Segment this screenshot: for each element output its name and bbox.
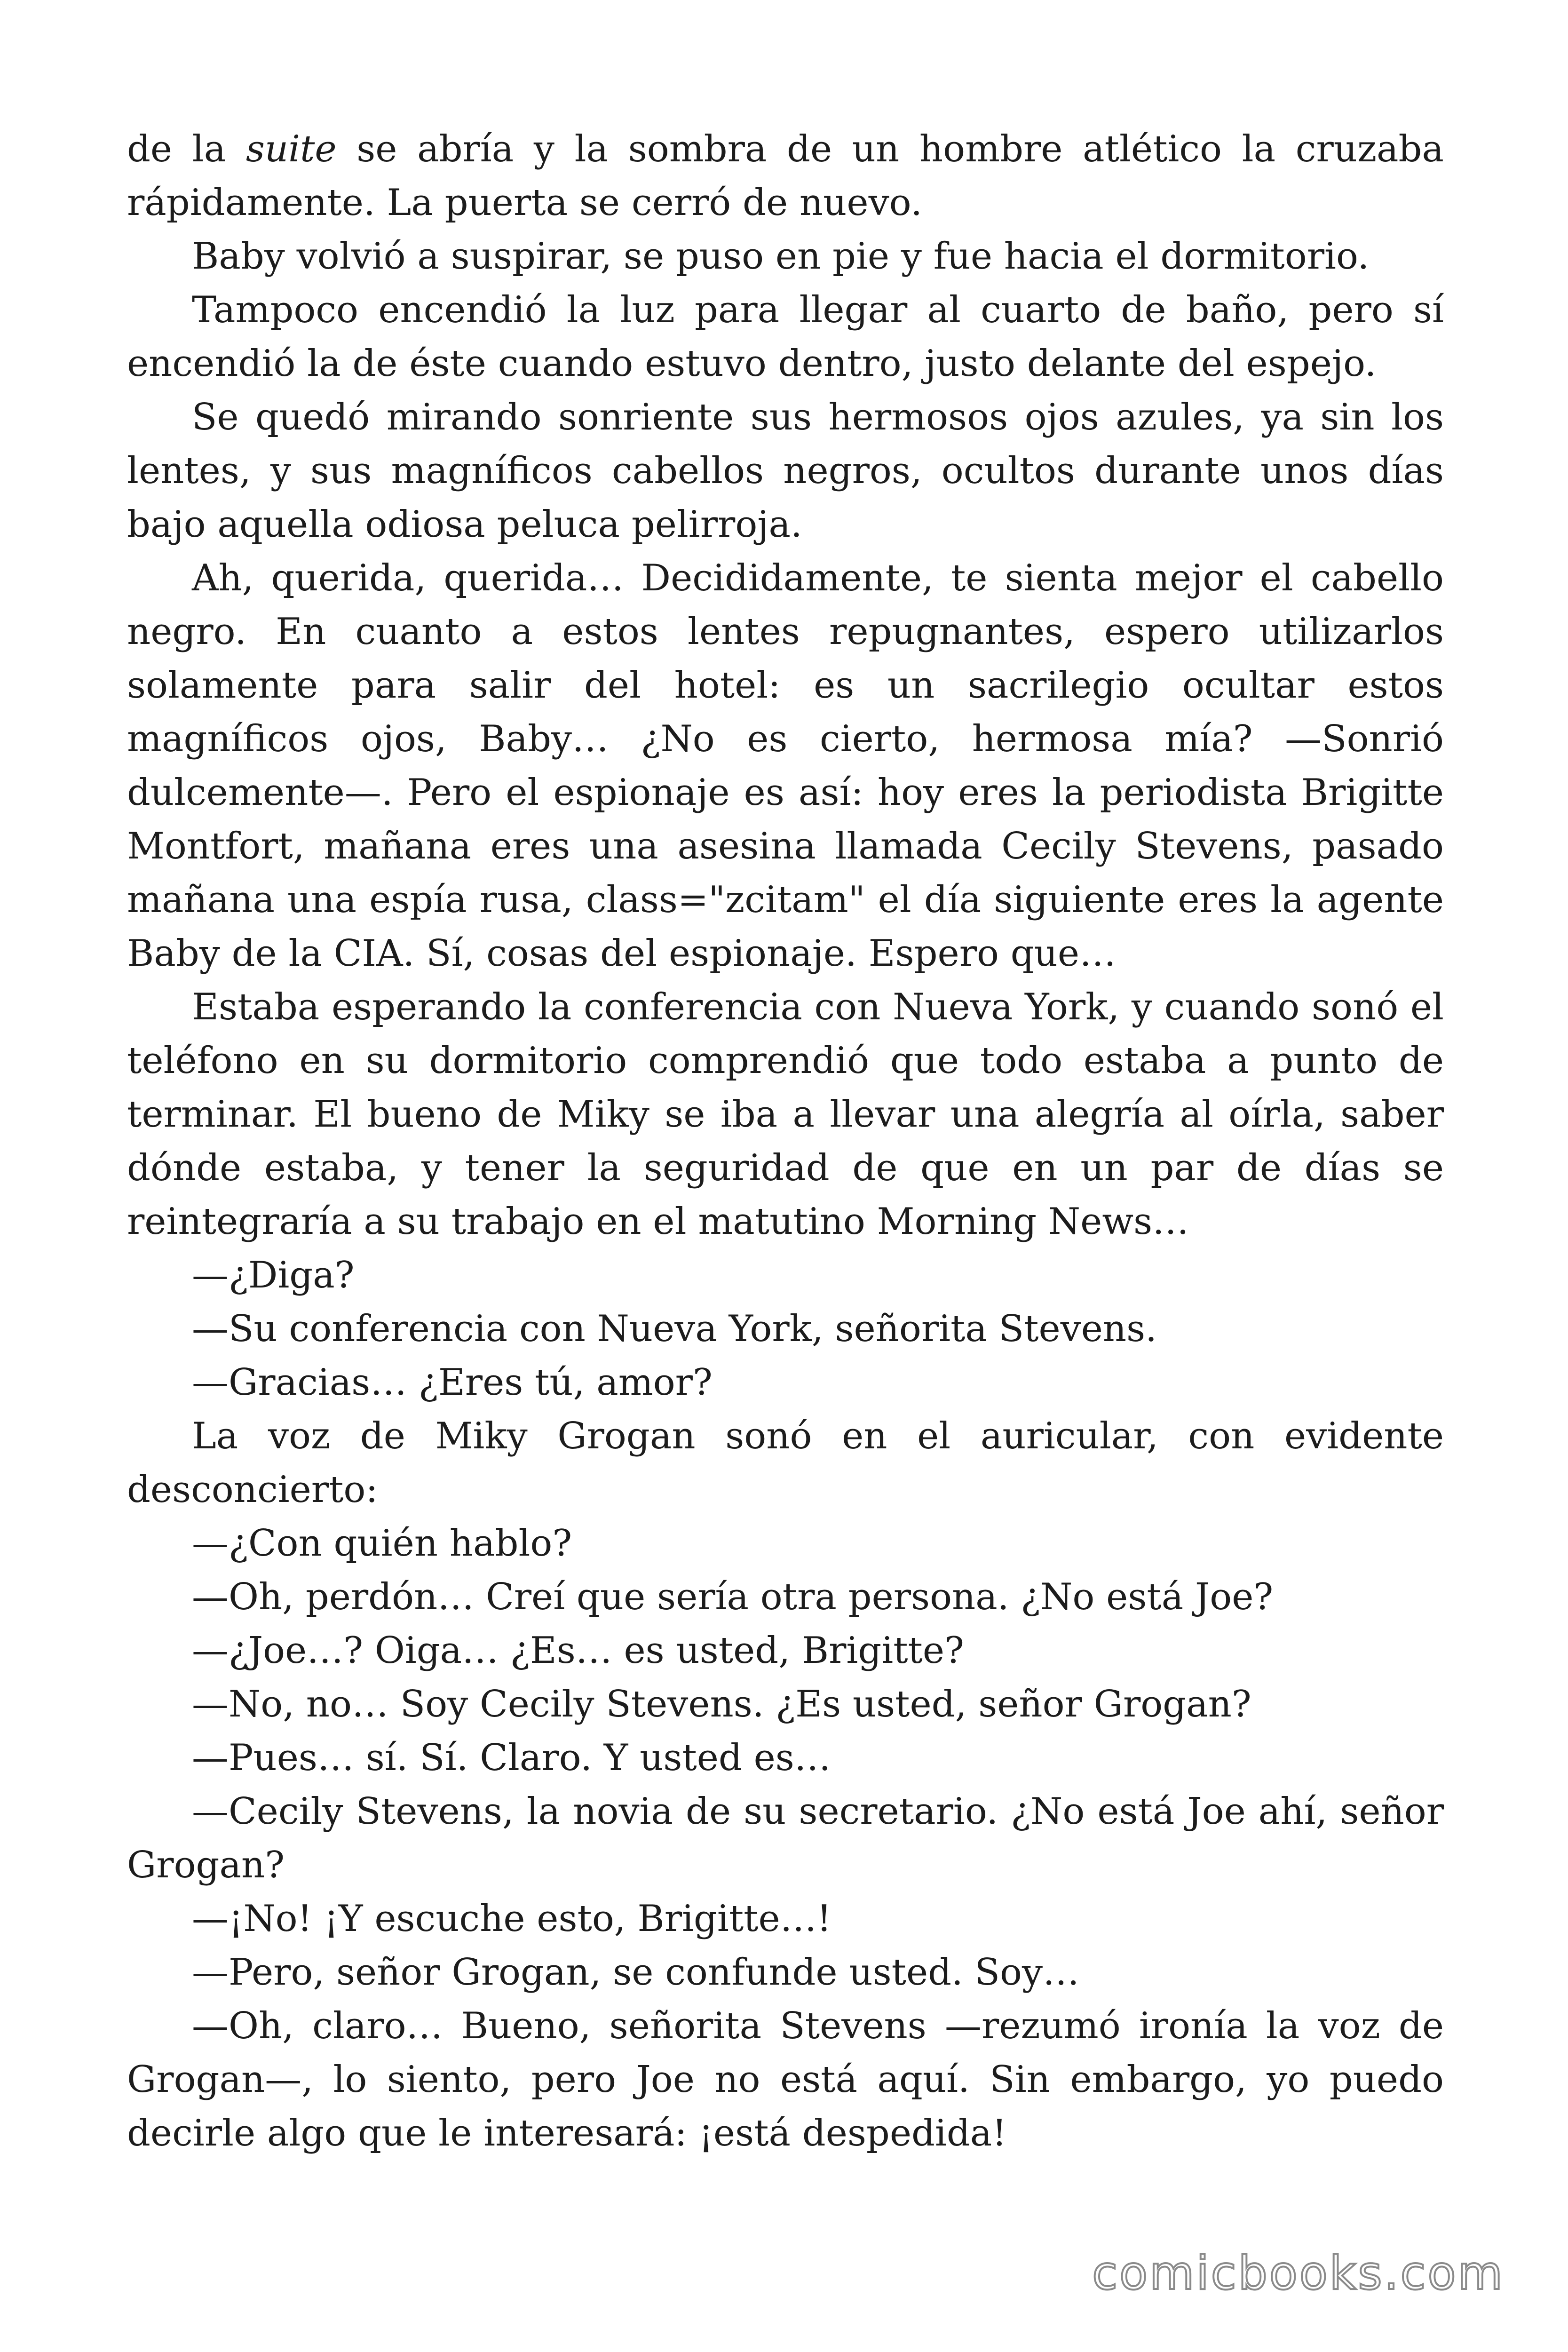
dialogue-line: —Oh, claro… Bueno, señorita Stevens —rezumó ironía la voz de Grogan—, lo siento, pero Joe no está aquí. Sin embargo, yo puedo decirle algo que le interesará: ¡está despedida! xyxy=(127,2005,1444,2154)
dialogue-line: —Pero, señor Grogan, se confunde usted. Soy… xyxy=(192,1951,1080,1994)
paragraph-3: Tampoco encendió la luz para llegar al cuarto de baño, pero sí encendió la de éste cuando estuvo dentro, justo delante del espejo. xyxy=(127,289,1444,385)
paragraph-narration: La voz de Miky Grogan sonó en el auricular, con evidente desconcierto: xyxy=(127,1415,1444,1511)
paragraph-2: Baby volvió a suspirar, se puso en pie y fue hacia el dormitorio. xyxy=(192,235,1370,278)
book-page-text xyxy=(127,122,1444,2160)
paragraph-1: de la suite se abría y la sombra de un hombre atlético la cruzaba rápidamente. La puerta se cerró de nuevo. xyxy=(127,128,1444,224)
dialogue-line: —Pues… sí. Sí. Claro. Y usted es… xyxy=(192,1737,831,1779)
paragraph-6: Estaba esperando la conferencia con Nueva York, y cuando sonó el teléfono en su dormitorio comprendió que todo estaba a punto de terminar. El bueno de Miky se iba a llevar una alegría al oírla, saber dónde estaba, y tener la seguridad de que en un par de días se reintegraría a su trabajo en el matutino Morning News… xyxy=(127,986,1444,1243)
dialogue-line: —¿Joe…? Oiga… ¿Es… es usted, Brigitte? xyxy=(192,1629,964,1672)
italic-word: suite xyxy=(245,128,337,170)
dialogue-line: —Cecily Stevens, la novia de su secretario. ¿No está Joe ahí, señor Grogan? xyxy=(127,1790,1444,1886)
dialogue-line: —Su conferencia con Nueva York, señorita Stevens. xyxy=(192,1308,1157,1350)
dialogue-line: —¡No! ¡Y escuche esto, Brigitte…! xyxy=(192,1898,832,1940)
paragraph-4: Se quedó mirando sonriente sus hermosos ojos azules, ya sin los lentes, y sus magníficos cabellos negros, ocultos durante unos días bajo aquella odiosa peluca pelirroja. xyxy=(127,396,1444,546)
dialogue-line: —Oh, perdón… Creí que sería otra persona. ¿No está Joe? xyxy=(192,1576,1274,1618)
dialogue-line: —¿Con quién hablo? xyxy=(192,1522,572,1565)
dialogue-line: —No, no… Soy Cecily Stevens. ¿Es usted, señor Grogan? xyxy=(192,1683,1251,1725)
dialogue-line: —Gracias… ¿Eres tú, amor? xyxy=(192,1361,713,1404)
paragraph-5: Ah, querida, querida… Decididamente, te sienta mejor el cabello negro. En cuanto a estos lentes repugnantes, espero utilizarlos solamente para salir del hotel: es un sacrilegio ocultar estos magníficos ojos, Baby… ¿No es cierto, hermosa mía? —Sonrió dulcemente—. Pero el espionaje es así: hoy eres la periodista Brigitte Montfort, mañana eres una asesina llamada Cecily Stevens, pasado mañana una espía rusa, class="zcitam" el día siguiente eres la agente Baby de la CIA. Sí, cosas del espionaje. Espero que… xyxy=(127,557,1444,975)
watermark-logo: comicbooks.com xyxy=(1092,2247,1505,2300)
dialogue-line: —¿Diga? xyxy=(192,1254,355,1296)
